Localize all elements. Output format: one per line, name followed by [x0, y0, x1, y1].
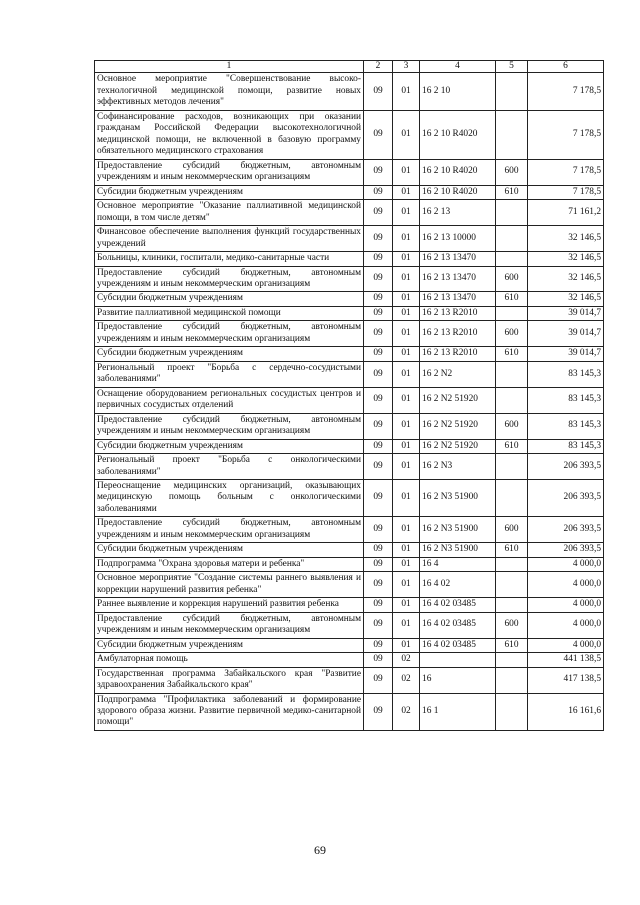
target-article-cell: 16 2 10 R4020: [420, 185, 496, 199]
expense-type-cell: 610: [496, 347, 528, 361]
section-code-cell: 09: [364, 454, 393, 480]
target-article-cell: 16 4 02 03485: [420, 612, 496, 638]
item-name-cell: Субсидии бюджетным учреждениям: [95, 347, 364, 361]
section-code-cell: 09: [364, 557, 393, 571]
section-code-cell: 09: [364, 387, 393, 413]
expense-type-cell: [496, 252, 528, 266]
subsection-code-cell: 02: [393, 653, 420, 667]
target-article-cell: 16 2 N3 51900: [420, 517, 496, 543]
section-code-cell: 09: [364, 200, 393, 226]
item-name-cell: Основное мероприятие "Создание системы раннего выявления и коррекции нарушений развития ребенка": [95, 572, 364, 598]
subsection-code-cell: 01: [393, 252, 420, 266]
target-article-cell: 16 4 02: [420, 572, 496, 598]
section-code-cell: 09: [364, 110, 393, 159]
expense-type-cell: [496, 200, 528, 226]
column-number-cell: 3: [393, 61, 420, 73]
item-name-cell: Субсидии бюджетным учреждениям: [95, 543, 364, 557]
item-name-cell: Больницы, клиники, госпитали, медико-санитарные части: [95, 252, 364, 266]
column-number-cell: 6: [528, 61, 604, 73]
section-code-cell: 09: [364, 653, 393, 667]
target-article-cell: 16 2 N3: [420, 454, 496, 480]
table-row: [95, 517, 604, 543]
amount-cell: 83 145,3: [528, 439, 604, 453]
item-name-cell: Субсидии бюджетным учреждениям: [95, 292, 364, 306]
subsection-code-cell: 01: [393, 598, 420, 612]
subsection-code-cell: 01: [393, 347, 420, 361]
expense-type-cell: 610: [496, 185, 528, 199]
item-name-cell: Предоставление субсидий бюджетным, автономным учреждениям и иным некоммерческим организациям: [95, 321, 364, 347]
subsection-code-cell: 01: [393, 454, 420, 480]
amount-cell: 83 145,3: [528, 413, 604, 439]
subsection-code-cell: 02: [393, 693, 420, 730]
section-code-cell: 09: [364, 266, 393, 292]
target-article-cell: 16 2 10 R4020: [420, 110, 496, 159]
target-article-cell: [420, 653, 496, 667]
target-article-cell: 16 2 13 R2010: [420, 347, 496, 361]
table-row: [95, 200, 604, 226]
target-article-cell: 16 2 N2: [420, 361, 496, 387]
table-row: [95, 667, 604, 693]
amount-cell: 39 014,7: [528, 321, 604, 347]
column-number-cell: 1: [95, 61, 364, 73]
table-row: [95, 306, 604, 320]
table-row: [95, 572, 604, 598]
table-row: [95, 454, 604, 480]
expense-type-cell: [496, 557, 528, 571]
target-article-cell: 16 2 N3 51900: [420, 480, 496, 517]
amount-cell: 206 393,5: [528, 543, 604, 557]
table-row: [95, 413, 604, 439]
table-row: [95, 653, 604, 667]
amount-cell: 7 178,5: [528, 110, 604, 159]
section-code-cell: 09: [364, 667, 393, 693]
section-code-cell: 09: [364, 439, 393, 453]
section-code-cell: 09: [364, 347, 393, 361]
target-article-cell: 16 2 13 R2010: [420, 306, 496, 320]
item-name-cell: Подпрограмма "Охрана здоровья матери и ребенка": [95, 557, 364, 571]
item-name-cell: Финансовое обеспечение выполнения функций государственных учреждений: [95, 226, 364, 252]
item-name-cell: Развитие паллиативной медицинской помощи: [95, 306, 364, 320]
table-row: [95, 73, 604, 110]
section-code-cell: 09: [364, 252, 393, 266]
amount-cell: 7 178,5: [528, 159, 604, 185]
table-row: [95, 480, 604, 517]
table-row: [95, 387, 604, 413]
section-code-cell: 09: [364, 321, 393, 347]
amount-cell: 4 000,0: [528, 572, 604, 598]
subsection-code-cell: 01: [393, 321, 420, 347]
item-name-cell: Предоставление субсидий бюджетным, автономным учреждениям и иным некоммерческим организациям: [95, 159, 364, 185]
item-name-cell: Государственная программа Забайкальского края "Развитие здравоохранения Забайкальского края": [95, 667, 364, 693]
subsection-code-cell: 01: [393, 638, 420, 652]
section-code-cell: 09: [364, 517, 393, 543]
amount-cell: 71 161,2: [528, 200, 604, 226]
target-article-cell: 16 2 13 13470: [420, 252, 496, 266]
table-row: [95, 638, 604, 652]
expense-type-cell: [496, 361, 528, 387]
amount-cell: 7 178,5: [528, 185, 604, 199]
expense-type-cell: [496, 572, 528, 598]
amount-cell: 39 014,7: [528, 306, 604, 320]
amount-cell: 16 161,6: [528, 693, 604, 730]
amount-cell: 32 146,5: [528, 226, 604, 252]
item-name-cell: Переоснащение медицинских организаций, оказывающих медицинскую помощь больным с онкологическими заболеваниями: [95, 480, 364, 517]
subsection-code-cell: 01: [393, 73, 420, 110]
item-name-cell: Амбулаторная помощь: [95, 653, 364, 667]
expense-type-cell: [496, 598, 528, 612]
column-number-cell: 2: [364, 61, 393, 73]
expense-type-cell: [496, 480, 528, 517]
item-name-cell: Предоставление субсидий бюджетным, автономным учреждениям и иным некоммерческим организациям: [95, 517, 364, 543]
item-name-cell: Раннее выявление и коррекция нарушений развития ребенка: [95, 598, 364, 612]
item-name-cell: Региональный проект "Борьба с сердечно-сосудистыми заболеваниями": [95, 361, 364, 387]
section-code-cell: 09: [364, 306, 393, 320]
item-name-cell: Оснащение оборудованием региональных сосудистых центров и первичных сосудистых отделений: [95, 387, 364, 413]
target-article-cell: 16 1: [420, 693, 496, 730]
subsection-code-cell: 01: [393, 480, 420, 517]
item-name-cell: Основное мероприятие "Оказание паллиативной медицинской помощи, в том числе детям": [95, 200, 364, 226]
amount-cell: 417 138,5: [528, 667, 604, 693]
target-article-cell: 16: [420, 667, 496, 693]
expense-type-cell: 610: [496, 543, 528, 557]
amount-cell: 39 014,7: [528, 347, 604, 361]
expense-type-cell: 600: [496, 321, 528, 347]
amount-cell: 4 000,0: [528, 612, 604, 638]
section-code-cell: 09: [364, 413, 393, 439]
target-article-cell: 16 2 13 R2010: [420, 321, 496, 347]
section-code-cell: 09: [364, 598, 393, 612]
subsection-code-cell: 01: [393, 159, 420, 185]
target-article-cell: 16 2 13 10000: [420, 226, 496, 252]
expense-type-cell: [496, 653, 528, 667]
subsection-code-cell: 01: [393, 612, 420, 638]
item-name-cell: Субсидии бюджетным учреждениям: [95, 638, 364, 652]
subsection-code-cell: 01: [393, 557, 420, 571]
column-number-cell: 4: [420, 61, 496, 73]
target-article-cell: 16 4 02 03485: [420, 598, 496, 612]
table-row: [95, 693, 604, 730]
amount-cell: 32 146,5: [528, 292, 604, 306]
table-row: [95, 543, 604, 557]
section-code-cell: 09: [364, 185, 393, 199]
subsection-code-cell: 01: [393, 439, 420, 453]
target-article-cell: 16 4: [420, 557, 496, 571]
table-row: [95, 226, 604, 252]
section-code-cell: 09: [364, 226, 393, 252]
table-row: [95, 612, 604, 638]
expense-type-cell: 600: [496, 266, 528, 292]
item-name-cell: Региональный проект "Борьба с онкологическими заболеваниями": [95, 454, 364, 480]
item-name-cell: Предоставление субсидий бюджетным, автономным учреждениям и иным некоммерческим организациям: [95, 266, 364, 292]
item-name-cell: Субсидии бюджетным учреждениям: [95, 185, 364, 199]
target-article-cell: 16 2 13 13470: [420, 266, 496, 292]
item-name-cell: Софинансирование расходов, возникающих при оказании гражданам Российской Федерации высокотехнологичной медицинской помощи, не включенной в базовую программу обязательного медицинского страхования: [95, 110, 364, 159]
table-row: [95, 185, 604, 199]
target-article-cell: 16 2 N2 51920: [420, 413, 496, 439]
target-article-cell: 16 2 13: [420, 200, 496, 226]
table-row: [95, 598, 604, 612]
section-code-cell: 09: [364, 361, 393, 387]
amount-cell: 441 138,5: [528, 653, 604, 667]
target-article-cell: 16 2 10 R4020: [420, 159, 496, 185]
table-row: [95, 439, 604, 453]
target-article-cell: 16 2 13 13470: [420, 292, 496, 306]
expense-type-cell: [496, 454, 528, 480]
expense-type-cell: [496, 110, 528, 159]
subsection-code-cell: 01: [393, 306, 420, 320]
target-article-cell: 16 2 N2 51920: [420, 387, 496, 413]
section-code-cell: 09: [364, 693, 393, 730]
subsection-code-cell: 02: [393, 667, 420, 693]
section-code-cell: 09: [364, 612, 393, 638]
expense-type-cell: [496, 693, 528, 730]
section-code-cell: 09: [364, 292, 393, 306]
item-name-cell: Подпрограмма "Профилактика заболеваний и формирование здорового образа жизни. Развитие первичной медико-санитарной помощи": [95, 693, 364, 730]
item-name-cell: Предоставление субсидий бюджетным, автономным учреждениям и иным некоммерческим организациям: [95, 413, 364, 439]
amount-cell: 83 145,3: [528, 387, 604, 413]
amount-cell: 83 145,3: [528, 361, 604, 387]
amount-cell: 206 393,5: [528, 517, 604, 543]
amount-cell: 32 146,5: [528, 266, 604, 292]
page-number: 69: [314, 843, 326, 857]
budget-table: [94, 60, 604, 731]
subsection-code-cell: 01: [393, 200, 420, 226]
expense-type-cell: 610: [496, 292, 528, 306]
table-row: [95, 266, 604, 292]
expense-type-cell: [496, 387, 528, 413]
subsection-code-cell: 01: [393, 543, 420, 557]
expense-type-cell: 610: [496, 638, 528, 652]
table-row: [95, 110, 604, 159]
section-code-cell: 09: [364, 480, 393, 517]
subsection-code-cell: 01: [393, 361, 420, 387]
expense-type-cell: [496, 73, 528, 110]
subsection-code-cell: 01: [393, 387, 420, 413]
table-body: [95, 73, 604, 730]
table-row: [95, 292, 604, 306]
target-article-cell: 16 2 10: [420, 73, 496, 110]
amount-cell: 206 393,5: [528, 454, 604, 480]
section-code-cell: 09: [364, 572, 393, 598]
amount-cell: 4 000,0: [528, 557, 604, 571]
table-row: [95, 347, 604, 361]
table-row: [95, 252, 604, 266]
subsection-code-cell: 01: [393, 292, 420, 306]
expense-type-cell: 600: [496, 413, 528, 439]
expense-type-cell: 600: [496, 517, 528, 543]
subsection-code-cell: 01: [393, 517, 420, 543]
section-code-cell: 09: [364, 543, 393, 557]
item-name-cell: Предоставление субсидий бюджетным, автономным учреждениям и иным некоммерческим организациям: [95, 612, 364, 638]
expense-type-cell: [496, 226, 528, 252]
amount-cell: 32 146,5: [528, 252, 604, 266]
target-article-cell: 16 2 N3 51900: [420, 543, 496, 557]
expense-type-cell: [496, 667, 528, 693]
subsection-code-cell: 01: [393, 185, 420, 199]
subsection-code-cell: 01: [393, 110, 420, 159]
amount-cell: 7 178,5: [528, 73, 604, 110]
subsection-code-cell: 01: [393, 266, 420, 292]
expense-type-cell: 600: [496, 612, 528, 638]
item-name-cell: Основное мероприятие "Совершенствование высоко-технологичной медицинской помощи, развитие новых эффективных методов лечения": [95, 73, 364, 110]
section-code-cell: 09: [364, 159, 393, 185]
amount-cell: 4 000,0: [528, 638, 604, 652]
table-row: [95, 159, 604, 185]
target-article-cell: 16 4 02 03485: [420, 638, 496, 652]
table-row: [95, 557, 604, 571]
column-number-cell: 5: [496, 61, 528, 73]
expense-type-cell: 600: [496, 159, 528, 185]
column-number-row: [95, 61, 604, 73]
item-name-cell: Субсидии бюджетным учреждениям: [95, 439, 364, 453]
subsection-code-cell: 01: [393, 572, 420, 598]
amount-cell: 206 393,5: [528, 480, 604, 517]
amount-cell: 4 000,0: [528, 598, 604, 612]
subsection-code-cell: 01: [393, 413, 420, 439]
expense-type-cell: 610: [496, 439, 528, 453]
expense-type-cell: [496, 306, 528, 320]
section-code-cell: 09: [364, 73, 393, 110]
target-article-cell: 16 2 N2 51920: [420, 439, 496, 453]
subsection-code-cell: 01: [393, 226, 420, 252]
table-row: [95, 321, 604, 347]
section-code-cell: 09: [364, 638, 393, 652]
table-row: [95, 361, 604, 387]
